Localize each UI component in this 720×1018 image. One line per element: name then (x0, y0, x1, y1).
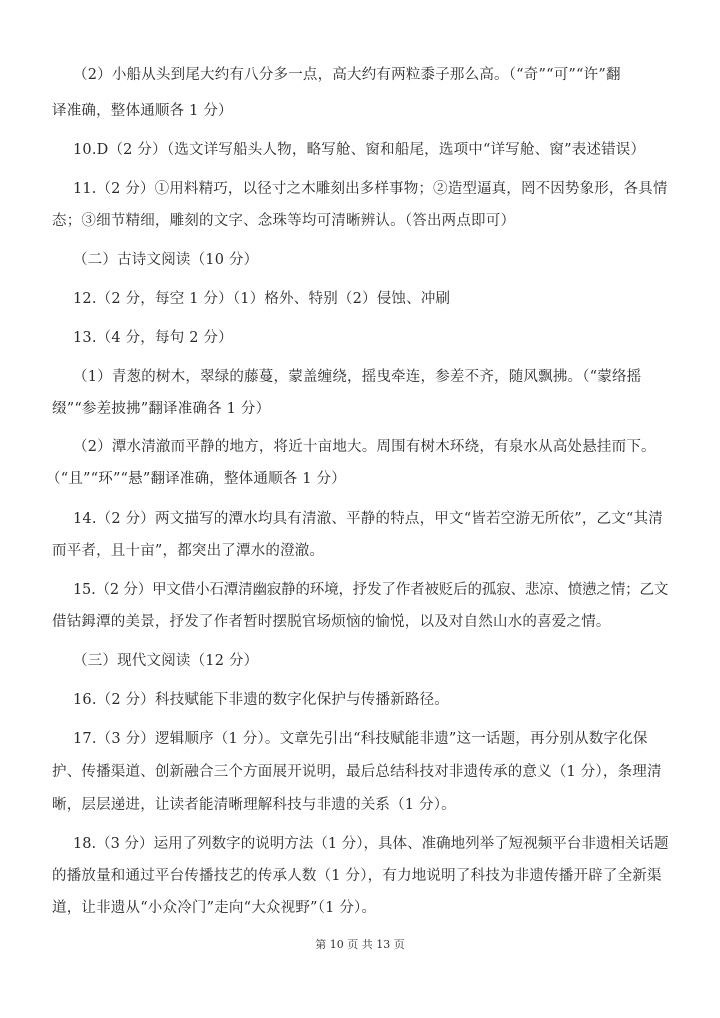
answer-line: 18.（3 分）运用了列数字的说明方法（1 分），具体、准确地列举了短视频平台非遗相关话题 (73, 836, 669, 852)
answer-line: 而平者，且十亩”，都突出了潭水的澄澈。 (52, 543, 325, 559)
answer-line: 15.（2 分）甲文借小石潭清幽寂静的环境，抒发了作者被贬后的孤寂、悲凉、愤懑之情；乙文 (73, 582, 669, 598)
answer-line: （“且”“环”“悬”翻译准确，整体通顺各 1 分） (46, 471, 346, 487)
answer-line: 12.（2 分，每空 1 分）（1）格外、特别（2）侵蚀、冲刷 (73, 291, 451, 307)
section-heading: （二）古诗文阅读（10 分） (73, 252, 259, 268)
answer-line: 17.（3 分）逻辑顺序（1 分）。文章先引出“科技赋能非遗”这一话题，再分别从数字化保 (73, 731, 648, 747)
answer-line: （2）小船从头到尾大约有八分多一点，高大约有两粒黍子那么高。（“奇”“可”“许”翻 (73, 67, 621, 83)
answer-line: 16.（2 分）科技赋能下非遗的数字化保护与传播新路径。 (73, 692, 449, 708)
section-heading: （三）现代文阅读（12 分） (73, 653, 259, 669)
answer-line: 10.D（2 分）（选文详写船头人物，略写舱、窗和船尾，选项中“详写舱、窗”表述错误） (73, 142, 646, 158)
answer-line: 借钴鉧潭的美景，抒发了作者暂时摆脱官场烦恼的愉悦，以及对自然山水的喜爱之情。 (52, 614, 611, 630)
answer-line: 缀”“参差披拂”翻译准确各 1 分） (52, 401, 271, 417)
answer-line: 译准确，整体通顺各 1 分） (52, 103, 233, 119)
answer-line: 13.（4 分，每句 2 分） (73, 330, 233, 346)
answer-line: 态；③细节精细，雕刻的文字、念珠等均可清晰辨认。（答出两点即可） (52, 213, 516, 229)
answer-line: 道，让非遗从“小众冷门”走向“大众视野”（1 分）。 (52, 900, 377, 916)
answer-line: 护、传播渠道、创新融合三个方面展开说明，最后总结科技对非遗传承的意义（1 分），条理清 (52, 764, 662, 780)
answer-line: 14.（2 分）两文描写的潭水均具有清澈、平静的特点，甲文“皆若空游无所依”，乙文“其清 (73, 511, 663, 527)
answer-line: （2）潭水清澈而平静的地方，将近十亩地大。周围有树木环绕，有泉水从高处悬挂而下。 (73, 439, 656, 455)
page-number: 第 10 页 共 13 页 (315, 938, 405, 951)
answer-line: 的播放量和通过平台传播技艺的传承人数（1 分），有力地说明了科技为非遗传播开辟了全新渠 (52, 868, 662, 884)
answer-line: 11.（2 分）①用料精巧，以径寸之木雕刻出多样事物；②造型逼真，罔不因势象形，各具情 (73, 181, 668, 197)
answer-line: （1）青葱的树木，翠绿的藤蔓，蒙盖缠绕，摇曳牵连，参差不齐，随风飘拂。（“蒙络摇 (73, 369, 642, 385)
answer-line: 晰，层层递进，让读者能清晰理解科技与非遗的关系（1 分）。 (52, 797, 456, 813)
